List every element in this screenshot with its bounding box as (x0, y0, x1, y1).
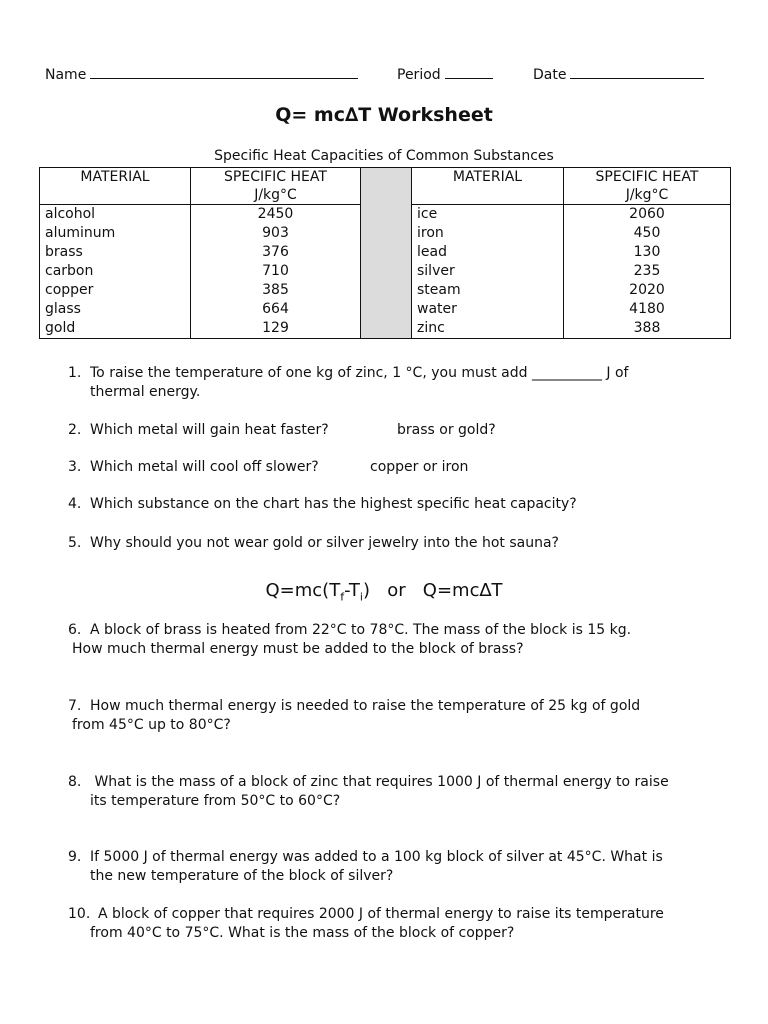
value-cell: 376 (191, 243, 361, 262)
header-material-left: MATERIAL (40, 168, 191, 205)
date-field (533, 66, 704, 83)
value-cell: 903 (191, 224, 361, 243)
question-text: A block of brass is heated from 22°C to 78°C. The mass of the block is 15 kg. (90, 622, 632, 638)
question-7 (68, 697, 728, 735)
question-text: How much thermal energy is needed to raise the temperature of 25 kg of gold (90, 698, 641, 714)
name-field (45, 66, 358, 83)
question-9 (68, 848, 728, 886)
formula-alt: Q=mc∆T (422, 580, 503, 601)
period-field (397, 66, 493, 83)
question-options: copper or iron (370, 459, 469, 475)
value-cell: 130 (564, 243, 731, 262)
question-number: 5. (68, 535, 82, 551)
header-heat-right: SPECIFIC HEAT J/kg°C (564, 168, 731, 205)
value-cell: 664 (191, 300, 361, 319)
question-4 (68, 495, 728, 514)
question-number: 3. (68, 459, 82, 475)
question-number: 8. (68, 774, 82, 790)
question-text: What is the mass of a block of zinc that requires 1000 J of thermal energy to raise (90, 774, 669, 790)
value-cell: 385 (191, 281, 361, 300)
question-10 (68, 905, 728, 943)
value-cell: 4180 (564, 300, 731, 319)
question-text: A block of copper that requires 2000 J of thermal energy to raise its temperature (98, 906, 664, 922)
name-label: Name (45, 67, 87, 83)
material-cell: aluminum (40, 224, 191, 243)
table-title: Specific Heat Capacities of Common Substances (214, 148, 554, 164)
period-label: Period (397, 67, 441, 83)
material-cell: zinc (412, 319, 564, 339)
header-material-right: MATERIAL (412, 168, 564, 205)
value-cell: 2020 (564, 281, 731, 300)
question-text-cont: its temperature from 50°C to 60°C? (90, 793, 341, 809)
material-cell: glass (40, 300, 191, 319)
name-blank[interactable] (90, 66, 358, 79)
question-text-cont: from 40°C to 75°C. What is the mass of the block of copper? (90, 925, 515, 941)
question-6 (68, 621, 728, 659)
question-3 (68, 458, 728, 477)
question-number: 10. (68, 906, 91, 922)
value-cell: 710 (191, 262, 361, 281)
value-cell: 129 (191, 319, 361, 339)
value-cell: 2060 (564, 205, 731, 225)
date-blank[interactable] (570, 66, 704, 79)
question-text: Which metal will gain heat faster? (90, 422, 329, 438)
material-cell: steam (412, 281, 564, 300)
question-number: 1. (68, 365, 82, 381)
question-2 (68, 421, 728, 440)
question-number: 6. (68, 622, 82, 638)
material-cell: iron (412, 224, 564, 243)
formula-sub-i: i (359, 590, 363, 604)
question-text-cont: from 45°C up to 80°C? (72, 717, 231, 733)
question-text: If 5000 J of thermal energy was added to a 100 kg block of silver at 45°C. What is (90, 849, 663, 865)
formula-or: or (387, 580, 406, 601)
question-number: 4. (68, 496, 82, 512)
material-cell: ice (412, 205, 564, 225)
question-5 (68, 534, 728, 553)
material-cell: silver (412, 262, 564, 281)
formula-part: ) (362, 580, 371, 601)
question-text: Why should you not wear gold or silver jewelry into the hot sauna? (90, 535, 559, 551)
material-cell: brass (40, 243, 191, 262)
table-gap-column (361, 168, 412, 339)
question-1 (68, 364, 728, 402)
formula-sub-f: f (340, 590, 345, 604)
value-cell: 388 (564, 319, 731, 339)
question-text: Which metal will cool off slower? (90, 459, 319, 475)
question-text-cont: the new temperature of the block of silver? (90, 868, 394, 884)
question-text-cont: thermal energy. (90, 384, 201, 400)
period-blank[interactable] (445, 66, 493, 79)
value-cell: 2450 (191, 205, 361, 225)
question-number: 2. (68, 422, 82, 438)
question-8 (68, 773, 728, 811)
table-header-row (40, 168, 731, 205)
material-cell: carbon (40, 262, 191, 281)
question-text-cont: How much thermal energy must be added to the block of brass? (72, 641, 524, 657)
question-options: brass or gold? (397, 422, 496, 438)
question-text: To raise the temperature of one kg of zinc, 1 °C, you must add __________ J of (90, 365, 629, 381)
material-cell: lead (412, 243, 564, 262)
value-cell: 235 (564, 262, 731, 281)
material-cell: alcohol (40, 205, 191, 225)
specific-heat-table (39, 167, 731, 339)
material-cell: copper (40, 281, 191, 300)
heat-formula (0, 580, 768, 604)
material-cell: gold (40, 319, 191, 339)
question-number: 7. (68, 698, 82, 714)
question-text: Which substance on the chart has the highest specific heat capacity? (90, 496, 577, 512)
formula-part: -T (344, 580, 360, 601)
value-cell: 450 (564, 224, 731, 243)
material-cell: water (412, 300, 564, 319)
formula-part: Q=mc(T (265, 580, 341, 601)
header-heat-left: SPECIFIC HEAT J/kg°C (191, 168, 361, 205)
date-label: Date (533, 67, 567, 83)
page-title: Q= mc∆T Worksheet (275, 104, 493, 126)
question-number: 9. (68, 849, 82, 865)
